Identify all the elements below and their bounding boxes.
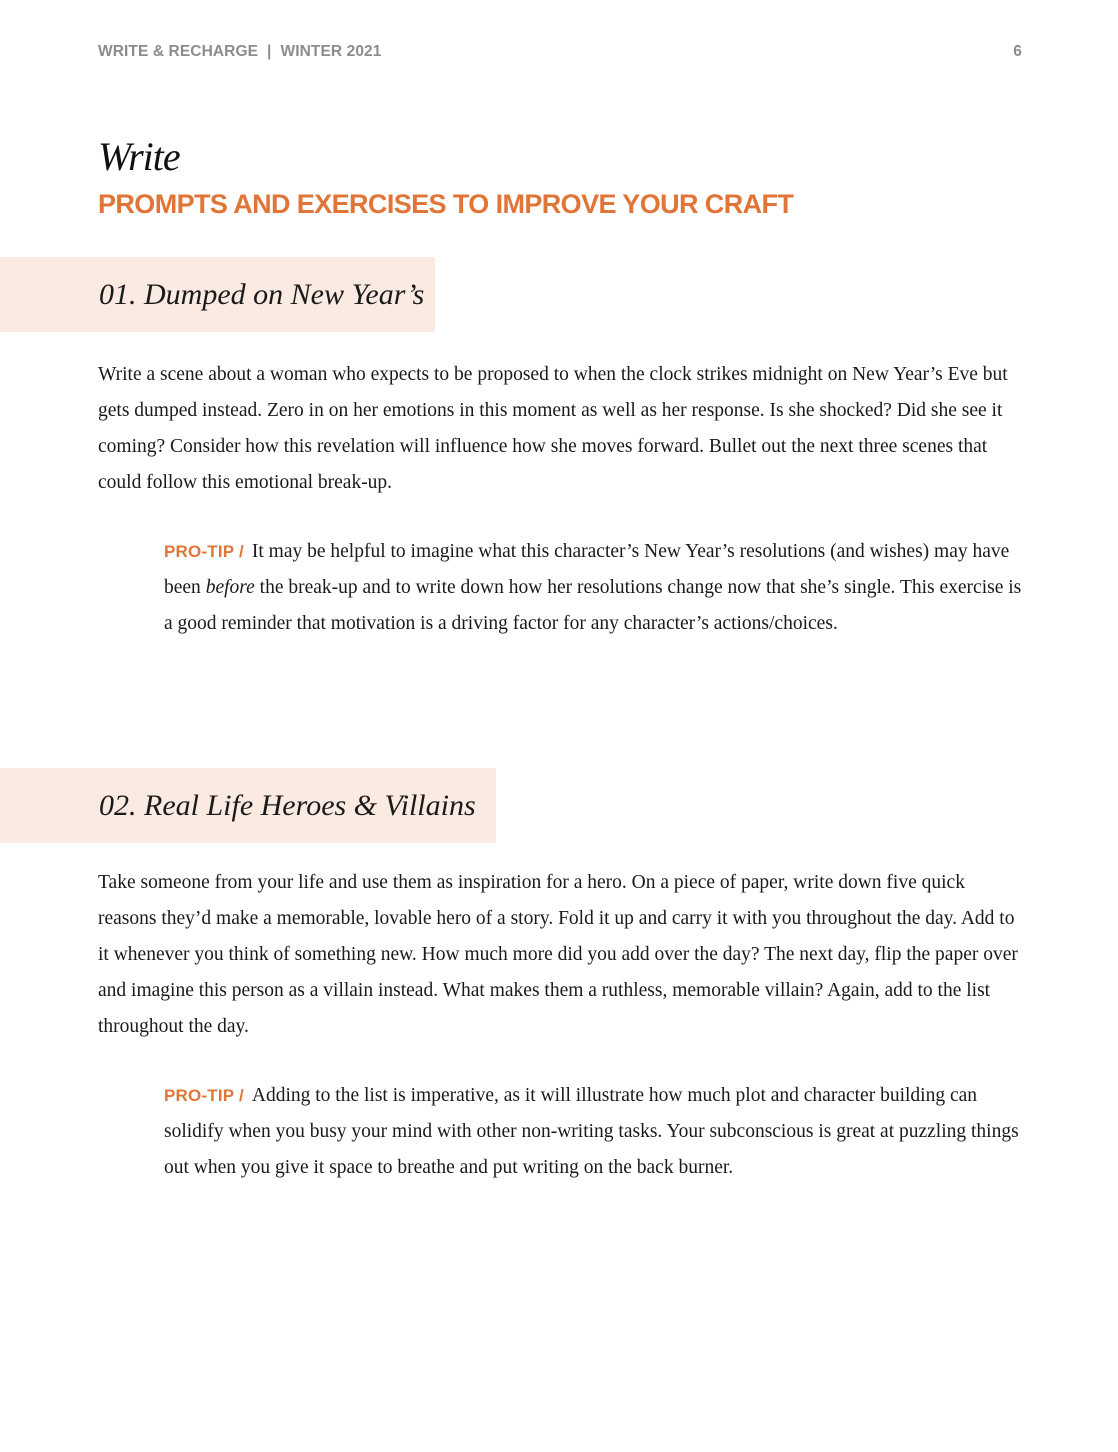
page-number: 6: [1013, 43, 1022, 60]
section-title: Write: [98, 134, 180, 179]
pro-tip-label: PRO-TIP /: [164, 542, 244, 561]
pro-tip-emphasis: before: [205, 577, 255, 598]
pro-tip: [164, 1078, 1026, 1186]
publication-name: WRITE & RECHARGE: [98, 43, 259, 60]
prompt-heading: 01. Dumped on New Year’s: [99, 278, 425, 311]
prompt-heading: 02. Real Life Heroes & Villains: [99, 789, 476, 822]
prompt-body: Write a scene about a woman who expects to be proposed to when the clock strikes midnight on New Year’s Eve but gets dumped instead. Zero in on her emotions in this moment as well as her response. Is she shocked? Did she see it coming? Consider how this revelation will influence how she moves forward. Bullet out the next three scenes that could follow this emotional break-up.: [98, 364, 1008, 493]
pro-tip: [164, 534, 1026, 642]
header-separator: |: [267, 43, 272, 60]
prompt-heading-band: [0, 768, 496, 843]
issue-label: WINTER 2021: [280, 43, 382, 60]
prompt-heading-band: [0, 257, 435, 332]
pro-tip-text-after: the break-up and to write down how her resolutions change now that she’s single. This exercise is a good reminder that motivation is a driving factor for any character’s actions/choices.: [164, 577, 1022, 634]
publication-issue: [98, 43, 382, 61]
section-subtitle: PROMPTS AND EXERCISES TO IMPROVE YOUR CRAFT: [98, 189, 794, 219]
pro-tip-text-before: It may be helpful to imagine what this character’s New Year’s resolutions (and wishes) may have been: [164, 541, 1010, 598]
running-header: [98, 43, 1022, 65]
pro-tip-label: PRO-TIP /: [164, 1086, 244, 1105]
prompt-body: Take someone from your life and use them as inspiration for a hero. On a piece of paper, write down five quick reasons they’d make a memorable, lovable hero of a story. Fold it up and carry it with you throughout the day. Add to it whenever you think of something new. How much more did you add over the day? The next day, flip the paper over and imagine this person as a villain instead. What makes them a ruthless, memorable villain? Again, add to the list throughout the day.: [98, 872, 1018, 1037]
pro-tip-text: Adding to the list is imperative, as it will illustrate how much plot and character building can solidify when you busy your mind with other non-writing tasks. Your subconscious is great at puzzling things out when you give it space to breathe and put writing on the back burner.: [164, 1085, 1019, 1178]
